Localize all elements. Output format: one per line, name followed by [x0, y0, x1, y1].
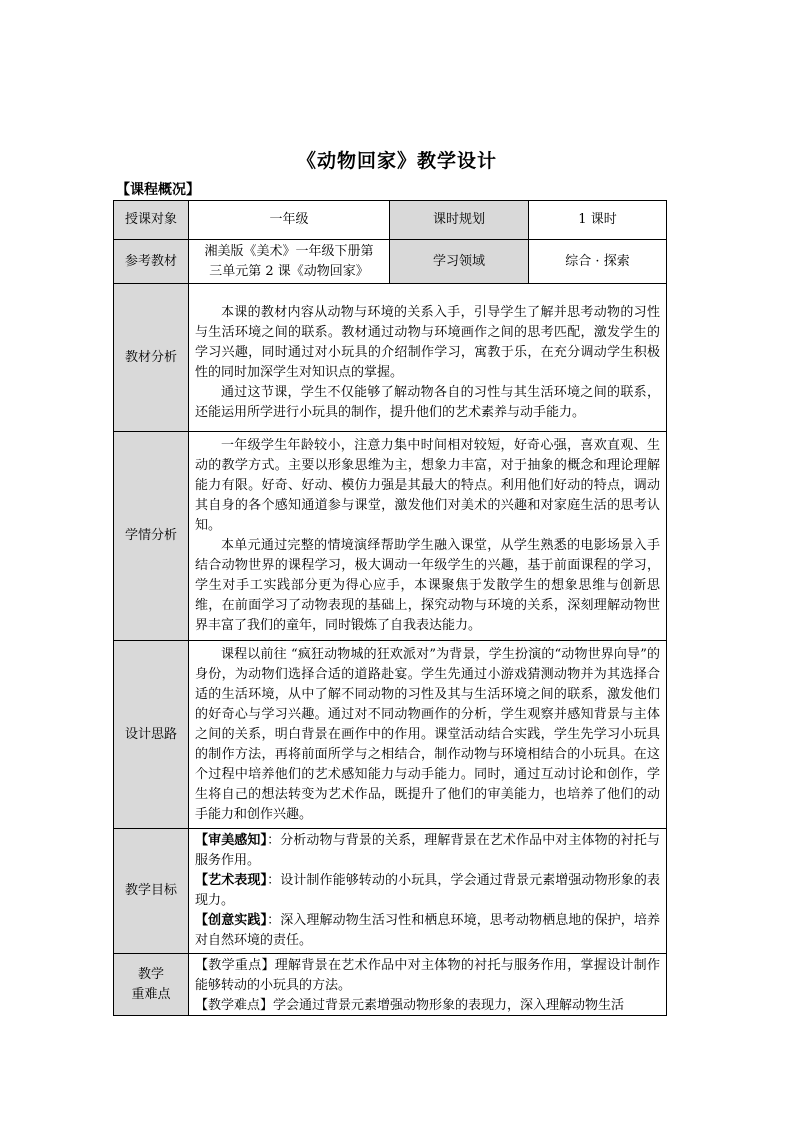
domain-label: 学习领域 — [390, 240, 529, 284]
design-paragraph: 课程以前往 “疯狂动物城的狂欢派对”为背景，学生扮演的“动物世界向导”的身份，为动物们选择合适的道路赴宴。学生先通过小游戏猜测动物并为其选择合适的生活环境，从中了解不同动物的习性及其与生活环境之间的联系，激发他们的好奇心与学习兴趣。通过对不同动物画作的分析，学生观察并感知背景与主体之间的关系，明白背景在画作中的作用。课堂活动结合实践，学生先学习小玩具的制作方法，再将前面所学与之相结合，制作动物与环境相结合的小玩具。在这个过程中培养他们的艺术感知能力与动手能力。同时，通过互动讨论和创作，学生将自己的想法转变为艺术作品，既提升了他们的审美能力，也培养了他们的动手能力和创作兴趣。 — [195, 646, 660, 822]
row-audience — [114, 201, 667, 240]
goal-text: ：分析动物与背景的关系，理解背景在艺术作品中对主体物的衬托与服务作用。 — [195, 833, 660, 868]
goals-label: 教学目标 — [114, 829, 189, 954]
hours-label: 课时规划 — [390, 201, 529, 240]
goal-item — [195, 871, 660, 911]
course-overview-table — [113, 200, 667, 1016]
keypoint-item — [195, 956, 660, 996]
goal-tag: 【创意实践】 — [195, 913, 268, 928]
keypoints-label-line-1: 教学 — [137, 966, 164, 982]
keypoint-text: 理解背景在艺术作品中对主体物的衬托与服务作用，掌握设计制作能够转动的小玩具的方法。 — [195, 957, 660, 993]
goal-text: ：设计制作能够转动的小玩具，学会通过背景元素增强动物形象的表现力。 — [195, 873, 660, 908]
material-content — [189, 284, 667, 432]
keypoint-item — [195, 996, 660, 1014]
design-label: 设计思路 — [114, 641, 189, 829]
learners-label: 学情分析 — [114, 432, 189, 641]
material-paragraph: 通过这节课，学生不仅能够了解动物各自的习性与其生活环境之间的联系，还能运用所学进行小玩具的制作，提升他们的艺术素养与动手能力。 — [195, 384, 660, 420]
hours-value: 1 课时 — [529, 201, 667, 240]
page-title: 《动物回家》教学设计 — [296, 150, 497, 172]
audience-label: 授课对象 — [114, 201, 189, 240]
goal-text: ：深入理解动物生活习性和栖息环境，思考动物栖息地的保护，培养对自然环境的责任。 — [195, 913, 660, 948]
keypoints-label — [114, 954, 189, 1016]
keypoints-label-line-2: 重难点 — [131, 986, 171, 1002]
goals-content — [189, 829, 667, 954]
learners-paragraph: 一年级学生年龄较小，注意力集中时间相对较短，好奇心强，喜欢直观、生动的教学方式。主要以形象思维为主，想象力丰富，对于抽象的概念和理论理解能力有限。好奇、好动、模仿力强是其最大的特点。利用他们好动的特点，调动其自身的各个感知通道参与课堂，激发他们对美术的兴趣和对家庭生活的思考认知。 — [195, 438, 660, 533]
goal-item — [195, 831, 660, 871]
material-label: 教材分析 — [114, 284, 189, 432]
design-content — [189, 641, 667, 829]
keypoint-tag: 【教学重点】 — [195, 957, 275, 973]
goal-tag: 【艺术表现】 — [195, 873, 268, 888]
row-key-difficult-points — [114, 954, 667, 1016]
row-teaching-goals — [114, 829, 667, 954]
keypoint-text: 学会通过背景元素增强动物形象的表现力，深入理解动物生活 — [273, 997, 625, 1013]
keypoints-clip — [195, 956, 660, 1014]
domain-value: 综合 · 探索 — [529, 240, 667, 284]
row-design-idea — [114, 641, 667, 829]
section-heading: 【课程概况】 — [116, 182, 200, 198]
learners-paragraph: 本单元通过完整的情境演绎帮助学生融入课堂，从学生熟悉的电影场景入手结合动物世界的课程学习，极大调动一年级学生的兴趣，基于前面课程的学习，学生对手工实践部分更为得心应手，本课聚焦于发散学生的想象思维与创新思维，在前面学习了动物表现的基础上，探究动物与环境的关系，深刻理解动物世界丰富了我们的童年，同时锻炼了自我表达能力。 — [195, 538, 660, 633]
learners-content — [189, 432, 667, 641]
goal-item — [195, 911, 660, 951]
material-paragraph: 本课的教材内容从动物与环境的关系入手，引导学生了解并思考动物的习性与生活环境之间的联系。教材通过动物与环境画作之间的思考匹配，激发学生的学习兴趣，同时通过对小玩具的介绍制作学习，寓教于乐，在充分调动学生积极性的同时加深学生对知识点的掌握。 — [195, 304, 660, 380]
row-learner-analysis — [114, 432, 667, 641]
audience-value: 一年级 — [189, 201, 390, 240]
row-textbook — [114, 240, 667, 284]
textbook-value — [189, 240, 390, 284]
keypoint-tag: 【教学难点】 — [195, 997, 274, 1013]
goal-tag: 【审美感知】 — [195, 833, 268, 848]
row-material-analysis — [114, 284, 667, 432]
textbook-line-2: 三单元第 2 课《动物回家》 — [209, 263, 369, 279]
textbook-label: 参考教材 — [114, 240, 189, 284]
keypoints-content — [189, 954, 667, 1016]
textbook-line-1: 湘美版《美术》一年级下册第 — [204, 243, 374, 259]
